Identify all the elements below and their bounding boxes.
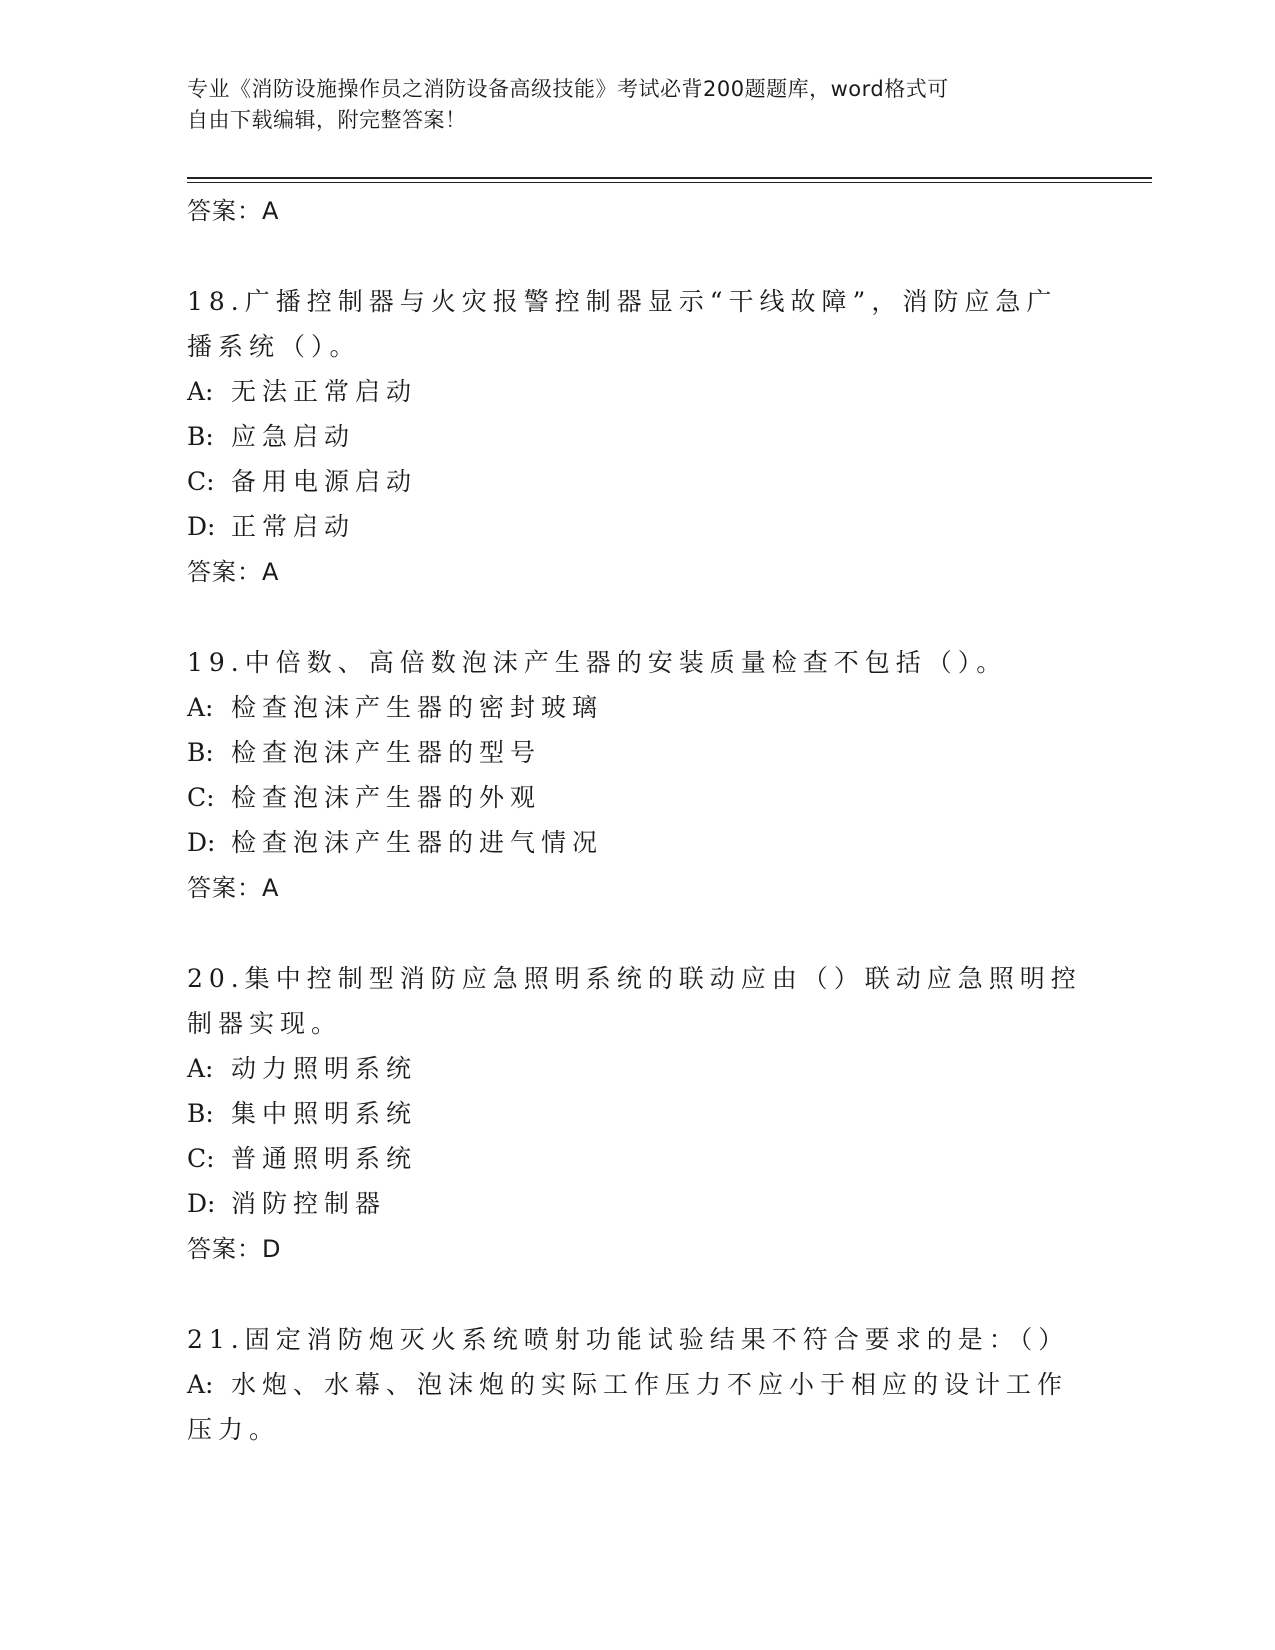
document-body bbox=[187, 188, 1087, 1452]
question-20 bbox=[187, 956, 1087, 1272]
question-text: 19.中倍数、高倍数泡沫产生器的安装质量检查不包括（）。 bbox=[187, 648, 1008, 677]
answer-19: 答案：A bbox=[187, 874, 280, 902]
option-b bbox=[187, 414, 1087, 459]
option-text: 无法正常启动 bbox=[231, 377, 418, 406]
option-a bbox=[187, 685, 1087, 730]
option-b bbox=[187, 730, 1087, 775]
option-letter: A: bbox=[187, 377, 214, 406]
option-letter: B: bbox=[187, 738, 214, 767]
option-text: 正常启动 bbox=[231, 512, 356, 541]
question-21 bbox=[187, 1317, 1087, 1452]
option-text: 备用电源启动 bbox=[231, 467, 418, 496]
option-text: 检查泡沫产生器的外观 bbox=[231, 783, 542, 812]
option-text: 动力照明系统 bbox=[231, 1054, 418, 1083]
option-letter: A: bbox=[187, 693, 214, 722]
option-a bbox=[187, 1046, 1087, 1091]
option-letter: D: bbox=[187, 828, 216, 857]
option-text: 检查泡沫产生器的密封玻璃 bbox=[231, 693, 604, 722]
question-text: 20.集中控制型消防应急照明系统的联动应由（）联动应急照明控制器实现。 bbox=[187, 964, 1082, 1038]
answer-17: 答案：A bbox=[187, 197, 280, 225]
answer-18: 答案：A bbox=[187, 558, 280, 586]
document-header bbox=[187, 74, 1067, 136]
option-text: 普通照明系统 bbox=[231, 1144, 418, 1173]
option-letter: A: bbox=[187, 1370, 214, 1399]
header-line-2: 自由下载编辑，附完整答案！ bbox=[187, 108, 467, 132]
option-letter: D: bbox=[187, 512, 216, 541]
option-c bbox=[187, 775, 1087, 820]
option-c bbox=[187, 459, 1087, 504]
option-letter: B: bbox=[187, 1099, 214, 1128]
option-b bbox=[187, 1091, 1087, 1136]
option-text: 集中照明系统 bbox=[231, 1099, 418, 1128]
option-text: 检查泡沫产生器的型号 bbox=[231, 738, 542, 767]
question-text: 18.广播控制器与火灾报警控制器显示“干线故障”，消防应急广播系统（）。 bbox=[187, 287, 1058, 361]
option-letter: B: bbox=[187, 422, 214, 451]
option-d bbox=[187, 504, 1087, 549]
option-text: 检查泡沫产生器的进气情况 bbox=[231, 828, 604, 857]
option-letter: C: bbox=[187, 467, 215, 496]
question-19 bbox=[187, 640, 1087, 911]
header-divider-thick bbox=[187, 177, 1152, 179]
option-text: 应急启动 bbox=[231, 422, 356, 451]
option-a bbox=[187, 1362, 1087, 1452]
option-d bbox=[187, 1181, 1087, 1226]
question-text: 21.固定消防炮灭火系统喷射功能试验结果不符合要求的是：（） bbox=[187, 1325, 1070, 1354]
header-line-1: 专业《消防设施操作员之消防设备高级技能》考试必背200题题库，word格式可 bbox=[187, 77, 949, 101]
question-18 bbox=[187, 279, 1087, 595]
option-a bbox=[187, 369, 1087, 414]
option-letter: A: bbox=[187, 1054, 214, 1083]
option-letter: D: bbox=[187, 1189, 216, 1218]
option-text: 消防控制器 bbox=[231, 1189, 387, 1218]
option-letter: C: bbox=[187, 1144, 215, 1173]
header-divider-thin bbox=[187, 182, 1152, 183]
option-c bbox=[187, 1136, 1087, 1181]
answer-20: 答案：D bbox=[187, 1235, 282, 1263]
option-d bbox=[187, 820, 1087, 865]
option-letter: C: bbox=[187, 783, 215, 812]
option-text: 水炮、水幕、泡沫炮的实际工作压力不应小于相应的设计工作压力。 bbox=[187, 1370, 1069, 1444]
